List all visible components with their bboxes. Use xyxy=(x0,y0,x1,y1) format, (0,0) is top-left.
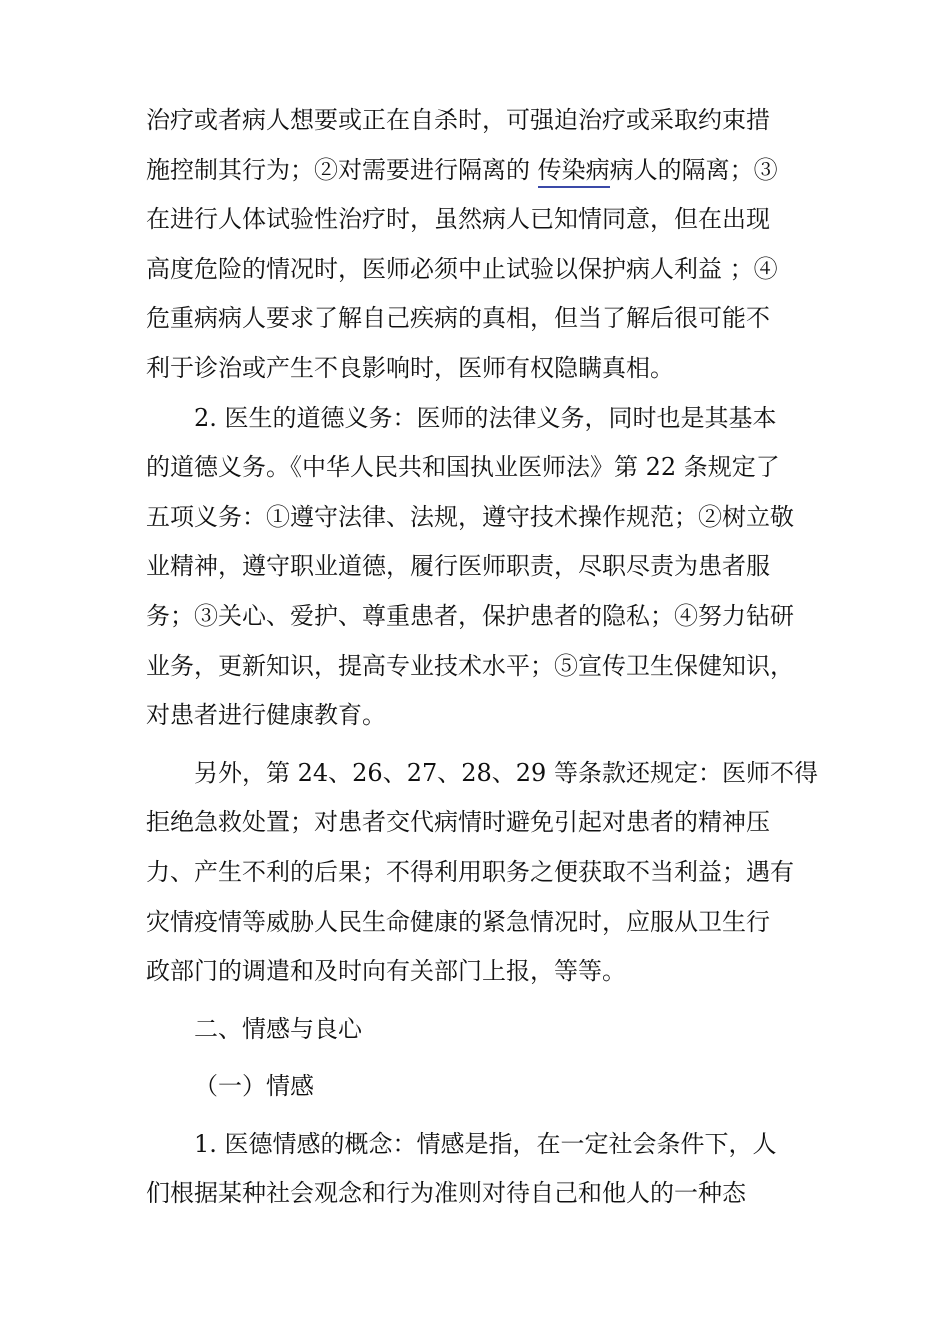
text-line-19: 1. 医德情感的概念：情感是指，在一定社会条件下，人 xyxy=(194,1129,777,1158)
text-line-9: 五项义务：①遵守法律、法规，遵守技术操作规范；②树立敬 xyxy=(146,502,794,531)
paragraph-gap xyxy=(146,1112,810,1120)
text-line-16: 力、产生不利的后果；不得利用职务之便获取不当利益；遇有 xyxy=(146,857,794,886)
text-line-1: 治疗或者病人想要或正在自杀时，可强迫治疗或采取约束措 xyxy=(146,106,770,134)
text-line-7: 2. 医生的道德义务：医师的法律义务，同时也是其基本 xyxy=(194,403,777,432)
text-line-11: 务；③关心、爱护、尊重患者，保护患者的隐私；④努力钻研 xyxy=(146,601,794,630)
text-line-4: 高度危险的情况时，医师必须中止试验以保护病人利益 ；④ xyxy=(146,254,778,283)
text-line-2-part-a: 施控制其行为；②对需要进行隔离的 xyxy=(146,155,530,184)
text-line-10: 业精神，遵守职业道德，履行医师职责，尽职尽责为患者服 xyxy=(146,552,770,581)
subsection-heading: （一）情感 xyxy=(194,1072,314,1101)
text-line-13: 对患者进行健康教育。 xyxy=(146,701,386,730)
text-line-15: 拒绝急救处置；对患者交代病情时避免引起对患者的精神压 xyxy=(146,808,770,837)
document-body xyxy=(146,96,818,1219)
text-line-3: 在进行人体试验性治疗时，虽然病人已知情同意，但在出现 xyxy=(146,205,770,234)
text-line-8: 的道德义务。《中华人民共和国执业医师法》第 22 条规定了 xyxy=(146,453,780,482)
text-line-14: 另外，第 24、26、27、28、29 等条款还规定：医师不得 xyxy=(194,758,818,787)
paragraph-gap xyxy=(146,741,810,749)
text-line-18: 政部门的调遣和及时向有关部门上报，等等。 xyxy=(146,957,626,986)
paragraph-gap xyxy=(146,997,810,1005)
text-line-17: 灾情疫情等威胁人民生命健康的紧急情况时，应服从卫生行 xyxy=(146,907,770,936)
section-heading: 二、情感与良心 xyxy=(194,1014,362,1043)
text-line-12: 业务，更新知识，提高专业技术水平；⑤宣传卫生保健知识， xyxy=(146,651,794,680)
paragraph-gap xyxy=(146,1054,810,1062)
text-line-2-part-b: 病人的隔离；③ xyxy=(609,155,778,184)
text-line-2 xyxy=(146,146,810,196)
infectious-disease-link[interactable]: 传染病 xyxy=(538,156,610,188)
text-line-6: 利于诊治或产生不良影响时，医师有权隐瞒真相。 xyxy=(146,353,674,382)
text-line-20: 们根据某种社会观念和行为准则对待自己和他人的一种态 xyxy=(146,1179,746,1208)
text-line-5: 危重病病人要求了解自己疾病的真相，但当了解后很可能不 xyxy=(146,304,770,333)
